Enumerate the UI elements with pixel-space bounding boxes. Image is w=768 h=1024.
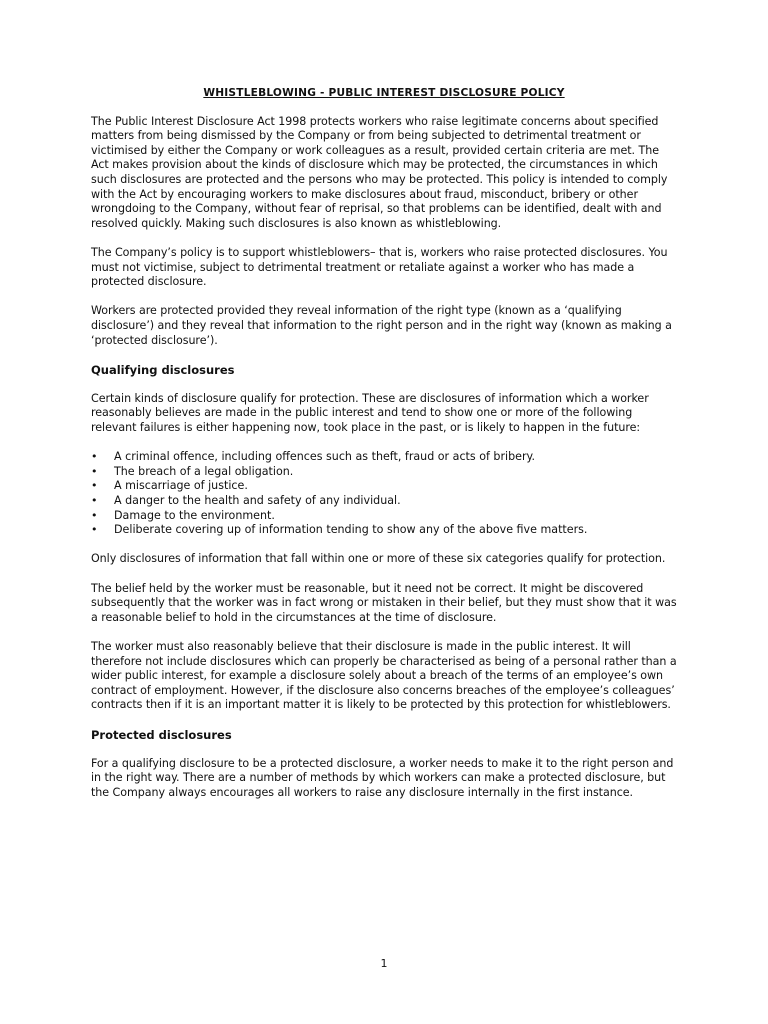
bullet-icon: • bbox=[91, 479, 98, 493]
list-item-text: A criminal offence, including offences such as theft, fraud or acts of bribery. bbox=[114, 450, 536, 464]
list-item-text: Deliberate covering up of information tending to show any of the above five matters. bbox=[114, 523, 588, 537]
document-title: WHISTLEBLOWING - PUBLIC INTEREST DISCLOSURE POLICY bbox=[203, 87, 565, 99]
page-number: 1 bbox=[380, 957, 388, 970]
bullet-icon: • bbox=[91, 494, 98, 508]
section-heading-qualifying-disclosures: Qualifying disclosures bbox=[91, 362, 235, 377]
list-item-text: A miscarriage of justice. bbox=[114, 479, 248, 493]
section-paragraph: For a qualifying disclosure to be a protected disclosure, a worker needs to make it to the right person and in the right way. There are a number of methods by which workers can make a protected disclosure, but the Company always encourages all workers to raise any disclosure internally in the first instance. bbox=[91, 756, 674, 799]
bullet-icon: • bbox=[91, 464, 98, 478]
list-item bbox=[91, 494, 677, 509]
section-paragraph: The worker must also reasonably believe that their disclosure is made in the public interest. It will therefore not include disclosures which can properly be characterised as being of a personal rather than a wider public interest, for example a disclosure solely about a breach of the terms of an employee’s own contract of employment. However, if the disclosure also concerns breaches of the employee’s colleagues’ contracts then if it is an important matter it is likely to be protected by this protection for whistleblowers. bbox=[91, 639, 677, 712]
list-item bbox=[91, 479, 677, 494]
list-item-text: The breach of a legal obligation. bbox=[114, 464, 294, 478]
intro-paragraph: Workers are protected provided they reveal information of the right type (known as a ‘qualifying disclosure’) and they reveal that information to the right person and in the right way (known as making a ‘protected disclosure’). bbox=[91, 304, 672, 347]
list-item-text: Damage to the environment. bbox=[114, 508, 275, 522]
section-paragraph: Certain kinds of disclosure qualify for protection. These are disclosures of information which a worker reasonably believes are made in the public interest and tend to show one or more of the following relevant failures is either happening now, took place in the past, or is likely to happen in the future: bbox=[91, 391, 649, 435]
intro-paragraph: The Company’s policy is to support whistleblowers– that is, workers who raise protected disclosures. You must not victimise, subject to detrimental treatment or retaliate against a worker who has made a protected disclosure. bbox=[91, 245, 668, 289]
list-item-text: A danger to the health and safety of any individual. bbox=[114, 494, 401, 508]
intro-paragraph: The Public Interest Disclosure Act 1998 protects workers who raise legitimate concerns about specified matters from being dismissed by the Company or from being subjected to detrimental treatment or victimised by either the Company or work colleagues as a result, provided certain criteria are met. The Act makes provision about the kinds of disclosure which may be protected, the circumstances in which such disclosures are protected and the persons who may be protected. This policy is intended to comply with the Act by encouraging workers to make disclosures about fraud, misconduct, bribery or other wrongdoing to the Company, without fear of reprisal, so that problems can be identified, dealt with and resolved quickly. Making such disclosures is also known as whistleblowing. bbox=[91, 114, 668, 230]
section-heading-protected-disclosures: Protected disclosures bbox=[91, 727, 232, 742]
list-item bbox=[91, 523, 677, 538]
list-item bbox=[91, 465, 677, 480]
bullet-icon: • bbox=[91, 508, 98, 522]
section-paragraph: Only disclosures of information that fall within one or more of these six categories qualify for protection. bbox=[91, 552, 666, 566]
bullet-icon: • bbox=[91, 450, 98, 464]
list-item bbox=[91, 450, 677, 465]
section-paragraph: The belief held by the worker must be reasonable, but it need not be correct. It might be discovered subsequently that the worker was in fact wrong or mistaken in their belief, but they must show that it was a reasonable belief to hold in the circumstances at the time of disclosure. bbox=[91, 581, 677, 624]
bullet-icon: • bbox=[91, 523, 98, 537]
relevant-failures-list bbox=[91, 450, 677, 538]
list-item bbox=[91, 509, 677, 524]
